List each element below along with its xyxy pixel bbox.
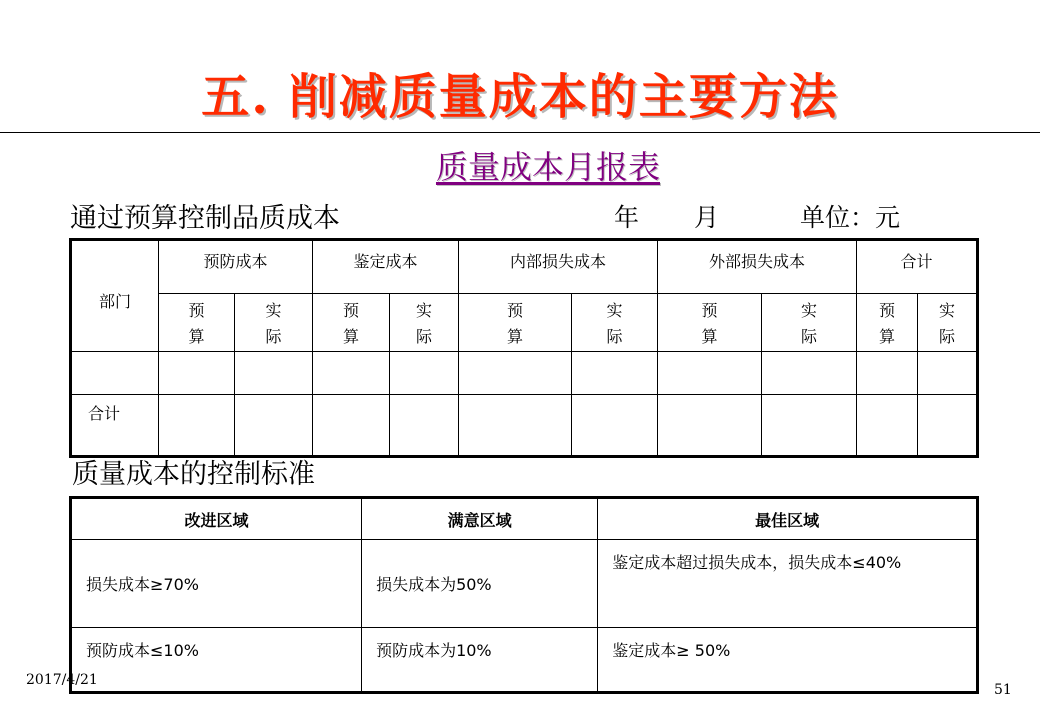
subheader-actual: 实 际 (572, 294, 658, 352)
subheader-actual: 实 际 (918, 294, 978, 352)
slide-date: 2017/4/21 (26, 672, 98, 688)
table-cell (459, 352, 572, 395)
table-cell (159, 352, 235, 395)
table-cell (71, 352, 159, 395)
header-appraisal-cost: 鉴定成本 (313, 240, 459, 294)
subheader-budget: 预 算 (658, 294, 762, 352)
meta-month: 月 (694, 203, 720, 232)
row-label-total: 合计 (71, 395, 159, 457)
table-cell: 预防成本为10% (362, 628, 598, 693)
title-divider (0, 132, 1040, 133)
header-optimal-zone: 最佳区域 (598, 498, 978, 540)
table-row (71, 352, 978, 395)
meta-year: 年 (614, 203, 640, 232)
meta-unit: 单位：元 (800, 203, 901, 232)
header-improvement-zone: 改进区域 (71, 498, 362, 540)
table-row (71, 628, 978, 693)
table-cell (658, 395, 762, 457)
table-cell (918, 352, 978, 395)
table-cell (313, 395, 390, 457)
table-cell: 损失成本为50% (362, 540, 598, 628)
table-cell (459, 395, 572, 457)
header-total: 合计 (857, 240, 978, 294)
slide-subtitle: 质量成本月报表 (435, 148, 660, 186)
slide-title: 五. 削减质量成本的主要方法 (201, 69, 839, 125)
table-cell (390, 395, 459, 457)
table-cell (235, 352, 313, 395)
table-cell (572, 395, 658, 457)
subheader-actual: 实 际 (762, 294, 857, 352)
table-cell (857, 352, 918, 395)
cost-control-standards-table (69, 496, 979, 694)
table-cell (762, 395, 857, 457)
subheader-actual: 实 际 (390, 294, 459, 352)
section-heading-budget: 通过预算控制品质成本 (70, 203, 340, 234)
table-cell (572, 352, 658, 395)
table-cell: 鉴定成本≥ 50% (598, 628, 978, 693)
subheader-budget: 预 算 (459, 294, 572, 352)
table-row-total (71, 395, 978, 457)
subheader-budget: 预 算 (857, 294, 918, 352)
table-cell (658, 352, 762, 395)
page-number: 51 (994, 682, 1012, 698)
table-cell (159, 395, 235, 457)
subheader-actual: 实 际 (235, 294, 313, 352)
subheader-budget: 预 算 (313, 294, 390, 352)
table-cell: 损失成本≥70% (71, 540, 362, 628)
table-cell: 预防成本≤10% (71, 628, 362, 693)
table-cell (235, 395, 313, 457)
header-external-failure-cost: 外部损失成本 (658, 240, 857, 294)
header-department: 部门 (71, 240, 159, 352)
section-heading-standards: 质量成本的控制标准 (72, 459, 315, 490)
subheader-budget: 预 算 (159, 294, 235, 352)
table-cell (762, 352, 857, 395)
table-cell: 鉴定成本超过损失成本，损失成本≤40% (598, 540, 978, 628)
table-row (71, 540, 978, 628)
table-cell (390, 352, 459, 395)
header-internal-failure-cost: 内部损失成本 (459, 240, 658, 294)
table-cell (313, 352, 390, 395)
header-prevention-cost: 预防成本 (159, 240, 313, 294)
quality-cost-report-table (69, 238, 979, 458)
table-cell (918, 395, 978, 457)
header-satisfaction-zone: 满意区域 (362, 498, 598, 540)
table-cell (857, 395, 918, 457)
